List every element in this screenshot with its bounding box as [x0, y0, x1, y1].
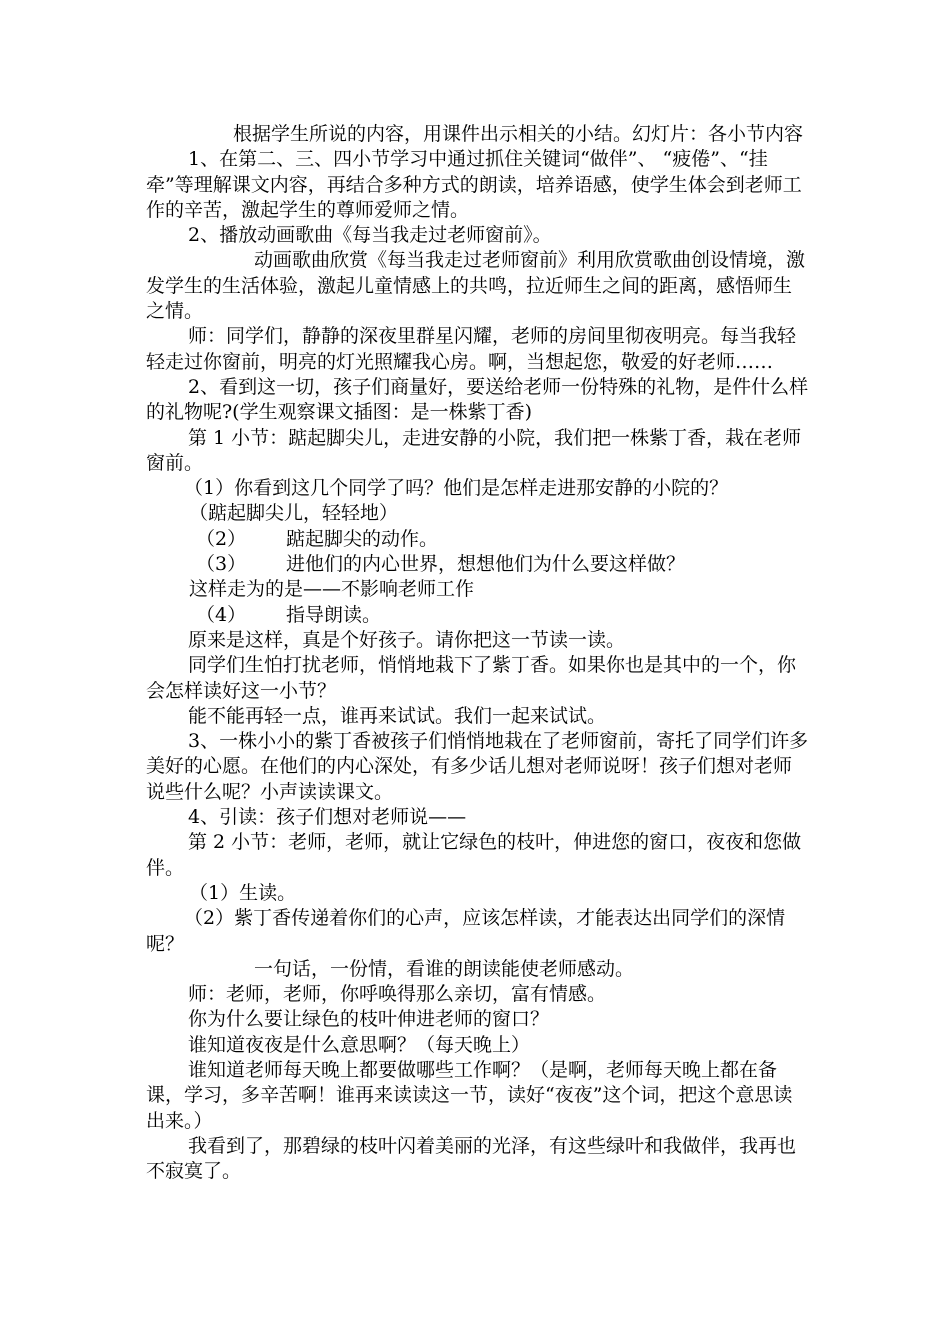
- paragraph: 师：同学们，静静的深夜里群星闪耀，老师的房间里彻夜明亮。每当我轻轻走过你窗前，明亮的灯光照耀我心房。啊，当想起您，敬爱的好老师……: [146, 325, 797, 373]
- paragraph: 谁知道夜夜是什么意思啊？（每天晚上）: [188, 1033, 531, 1056]
- paragraph: 第 1 小节：踮起脚尖儿，走进安静的小院，我们把一株紫丁香，栽在老师窗前。: [146, 426, 802, 474]
- paragraph: 这样走为的是——不影响老师工作: [189, 578, 475, 601]
- paragraph: 4、引读：孩子们想对老师说——: [188, 806, 467, 829]
- paragraph: 3、一株小小的紫丁香被孩子们悄悄地栽在了老师窗前，寄托了同学们许多美好的心愿。在他们的内心深处，有多少话儿想对老师说呀！孩子们想对老师说些什么呢？小声读读课文。: [146, 730, 809, 803]
- item-text: 进他们的内心世界，想想他们为什么要这样做？: [286, 553, 686, 576]
- paragraph: （1）你看到这几个同学了吗？他们是怎样走进那安静的小院的？: [184, 477, 729, 500]
- item-number: （4）: [196, 603, 247, 626]
- paragraph: 同学们生怕打扰老师，悄悄地栽下了紫丁香。如果你也是其中的一个，你会怎样读好这一小节？: [146, 654, 797, 702]
- paragraph: （1）生读。: [189, 881, 297, 904]
- item-text: 踮起脚尖的动作。: [286, 527, 439, 550]
- paragraph: 2、播放动画歌曲《每当我走过老师窗前》。: [188, 224, 552, 247]
- paragraph: 原来是这样，真是个好孩子。请你把这一节读一读。: [188, 628, 626, 651]
- paragraph: 谁知道老师每天晚上都要做哪些工作啊？（是啊，老师每天晚上都在备课，学习，多辛苦啊！谁再来读读这一节，读好“夜夜”这个词，把这个意思读出来。）: [146, 1058, 793, 1132]
- paragraph: （2）紫丁香传递着你们的心声，应该怎样读，才能表达出同学们的深情呢？: [146, 907, 786, 955]
- document-body: [146, 122, 810, 1184]
- paragraph: 你为什么要让绿色的枝叶伸进老师的窗口？: [188, 1008, 550, 1031]
- paragraph: 第 2 小节：老师，老师，就让它绿色的枝叶，伸进您的窗口，夜夜和您做伴。: [146, 831, 802, 879]
- item-text: 指导朗读。: [286, 603, 382, 626]
- item-number: （3）: [196, 553, 247, 576]
- item-number: （2）: [196, 527, 247, 550]
- paragraph: 2、看到这一切，孩子们商量好，要送给老师一份特殊的礼物，是件什么样的礼物呢?(学生观察课文插图：是一株紫丁香): [146, 375, 809, 424]
- paragraph: 动画歌曲欣赏《每当我走过老师窗前》利用欣赏歌曲创设情境，激发学生的生活体验，激起儿童情感上的共鸣，拉近师生之间的距离，感悟师生之情。: [146, 249, 806, 323]
- paragraph: 一句话，一份情，看谁的朗读能使老师感动。: [254, 957, 635, 980]
- numbered-item: [146, 603, 810, 628]
- paragraph: 1、在第二、三、四小节学习中通过抓住关键词“做伴”、 “疲倦”、“挂牵”等理解课文内容，再结合多种方式的朗读，培养语感，使学生体会到老师工作的辛苦，激起学生的尊师爱师之情。: [146, 148, 802, 221]
- paragraph: 我看到了，那碧绿的枝叶闪着美丽的光泽，有这些绿叶和我做伴，我再也不寂寞了。: [146, 1134, 797, 1183]
- paragraph: 能不能再轻一点，谁再来试试。我们一起来试试。: [188, 704, 607, 727]
- numbered-item: [146, 527, 810, 552]
- paragraph: 师：老师，老师，你呼唤得那么亲切，富有情感。: [188, 983, 607, 1006]
- numbered-item: [146, 552, 810, 577]
- paragraph: 根据学生所说的内容，用课件出示相关的小结。幻灯片：各小节内容: [233, 123, 804, 145]
- paragraph: （踮起脚尖儿，轻轻地）: [189, 502, 399, 525]
